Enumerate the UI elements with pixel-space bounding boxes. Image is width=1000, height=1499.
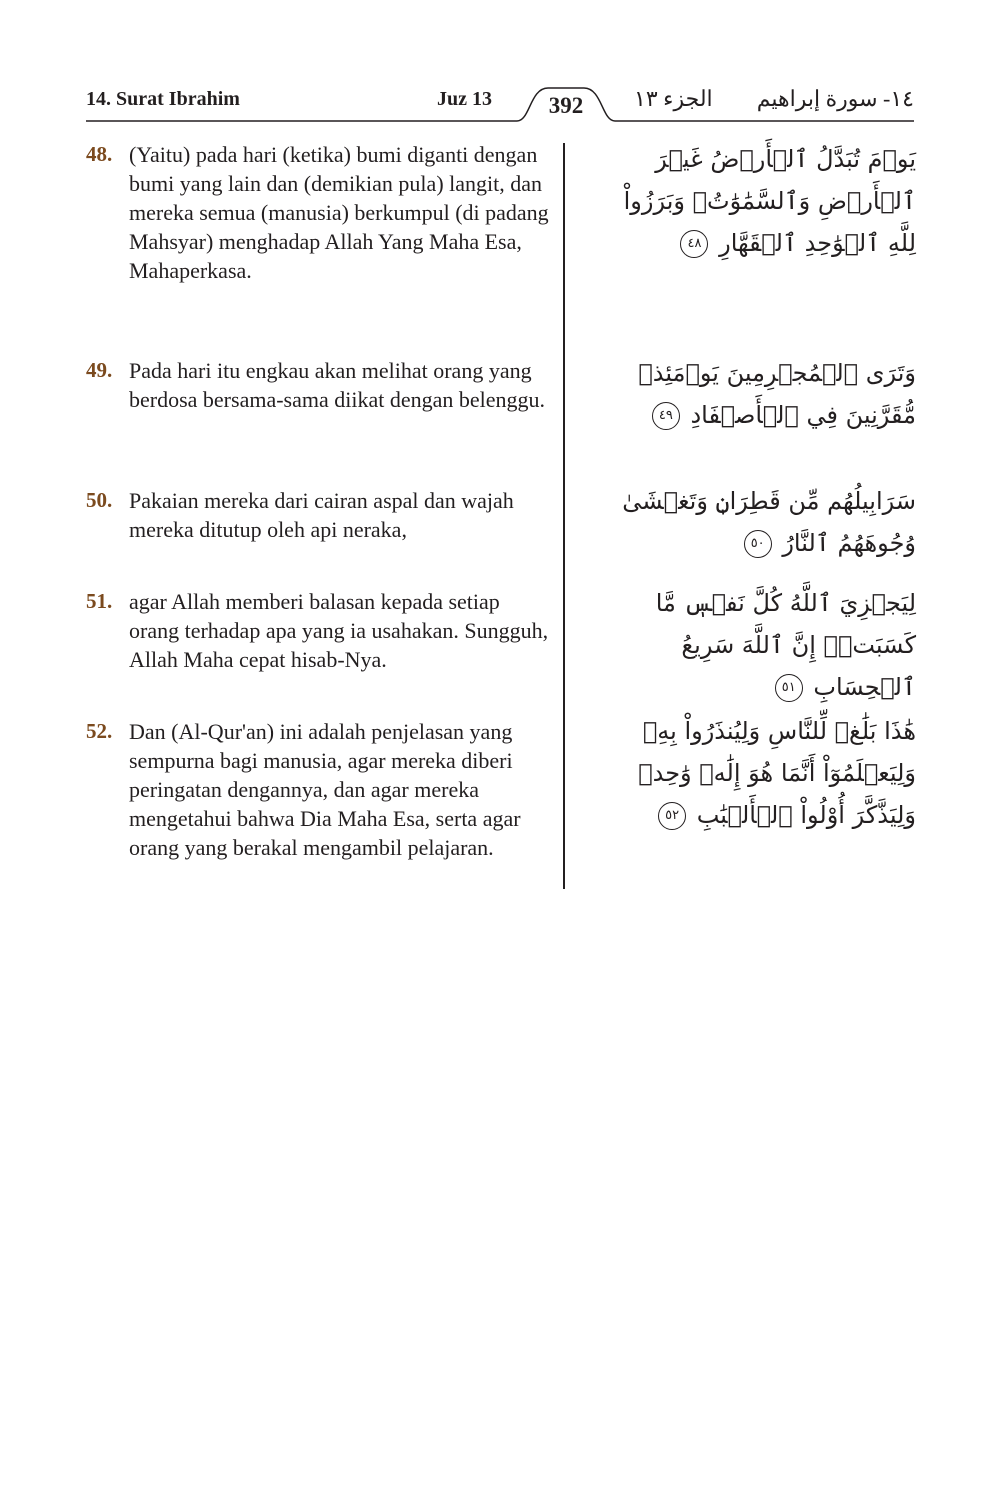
arabic-text: سَرَابِيلُهُم مِّن قَطِرَانٖ وَتَغۡشَىٰ وُجُوهَهُمُ ٱلنَّارُ — [622, 487, 916, 557]
ayah-end-marker: ٥٠ — [744, 530, 772, 558]
page-number: 392 — [548, 93, 584, 118]
verse-arabic — [600, 480, 916, 564]
verse-translation: Pakaian mereka dari cairan aspal dan wajah mereka ditutup oleh api neraka, — [129, 488, 514, 542]
surah-title-arabic: ١٤- سورة إبراهيم — [756, 86, 914, 111]
ayah-end-marker: ٥١ — [775, 674, 803, 702]
surah-title-latin: 14. Surat Ibrahim — [86, 88, 240, 110]
arabic-text: يَوۡمَ تُبَدَّلُ ٱلۡأَرۡضُ غَيۡرَ ٱلۡأَرۡضِ وَٱلسَّمَٰوَٰتُۖ وَبَرَزُواْ لِلَّهِ ٱلۡوَٰحِدِ ٱلۡقَهَّارِ — [623, 145, 916, 257]
juz-label-arabic: الجزء ١٣ — [634, 86, 713, 111]
verse-translation: agar Allah memberi balasan kepada setiap orang terhadap apa yang ia usahakan. Sungguh, Allah Maha cepat hisab-Nya. — [129, 589, 549, 672]
verse-number: 52. — [86, 719, 113, 743]
verse-arabic — [600, 582, 916, 708]
verse-number: 49. — [86, 358, 113, 382]
verse-arabic — [600, 352, 916, 436]
ayah-end-marker: ٤٩ — [652, 402, 680, 430]
verse-translation: Pada hari itu engkau akan melihat orang yang berdosa bersama-sama diikat dengan belenggu. — [129, 358, 546, 412]
page-header — [0, 0, 1000, 130]
verse-translation: (Yaitu) pada hari (ketika) bumi diganti dengan bumi yang lain dan (demikian pula) langit, dan mereka semua (manusia) berkumpul (di padang Mahsyar) menghadap Allah Yang Maha Esa, Mahaperkasa. — [129, 142, 549, 283]
arabic-text: وَتَرَى ٱلۡمُجۡرِمِينَ يَوۡمَئِذٖ مُّقَرَّنِينَ فِي ٱلۡأَصۡفَادِ — [638, 359, 916, 429]
verse-translation: Dan (Al-Qur'an) ini adalah penjelasan yang sempurna bagi manusia, agar mereka diberi peringatan dengannya, dan agar mereka mengetahui bahwa Dia Maha Esa, serta agar orang yang berakal mengambil pelajaran. — [129, 719, 521, 860]
arabic-text: لِيَجۡزِيَ ٱللَّهُ كُلَّ نَفۡسٖ مَّا كَسَبَتۡۚ إِنَّ ٱللَّهَ سَرِيعُ ٱلۡحِسَابِ — [655, 589, 916, 701]
verse-arabic — [600, 710, 916, 836]
arabic-text: هَٰذَا بَلَٰغٞ لِّلنَّاسِ وَلِيُنذَرُواْ بِهِۦ وَلِيَعۡلَمُوٓاْ أَنَّمَا هُوَ إِلَٰهٞ وَٰحِدٞ وَلِيَذَّكَّرَ أُوْلُواْ ٱلۡأَلۡبَٰبِ — [638, 717, 916, 829]
verse-number: 50. — [86, 488, 113, 512]
verse-arabic — [600, 138, 916, 264]
ayah-end-marker: ٥٢ — [658, 802, 686, 830]
ayah-end-marker: ٤٨ — [680, 230, 708, 258]
verse-number: 51. — [86, 589, 113, 613]
juz-label-latin: Juz 13 — [437, 88, 492, 110]
column-divider — [563, 143, 565, 889]
verse-number: 48. — [86, 142, 113, 166]
